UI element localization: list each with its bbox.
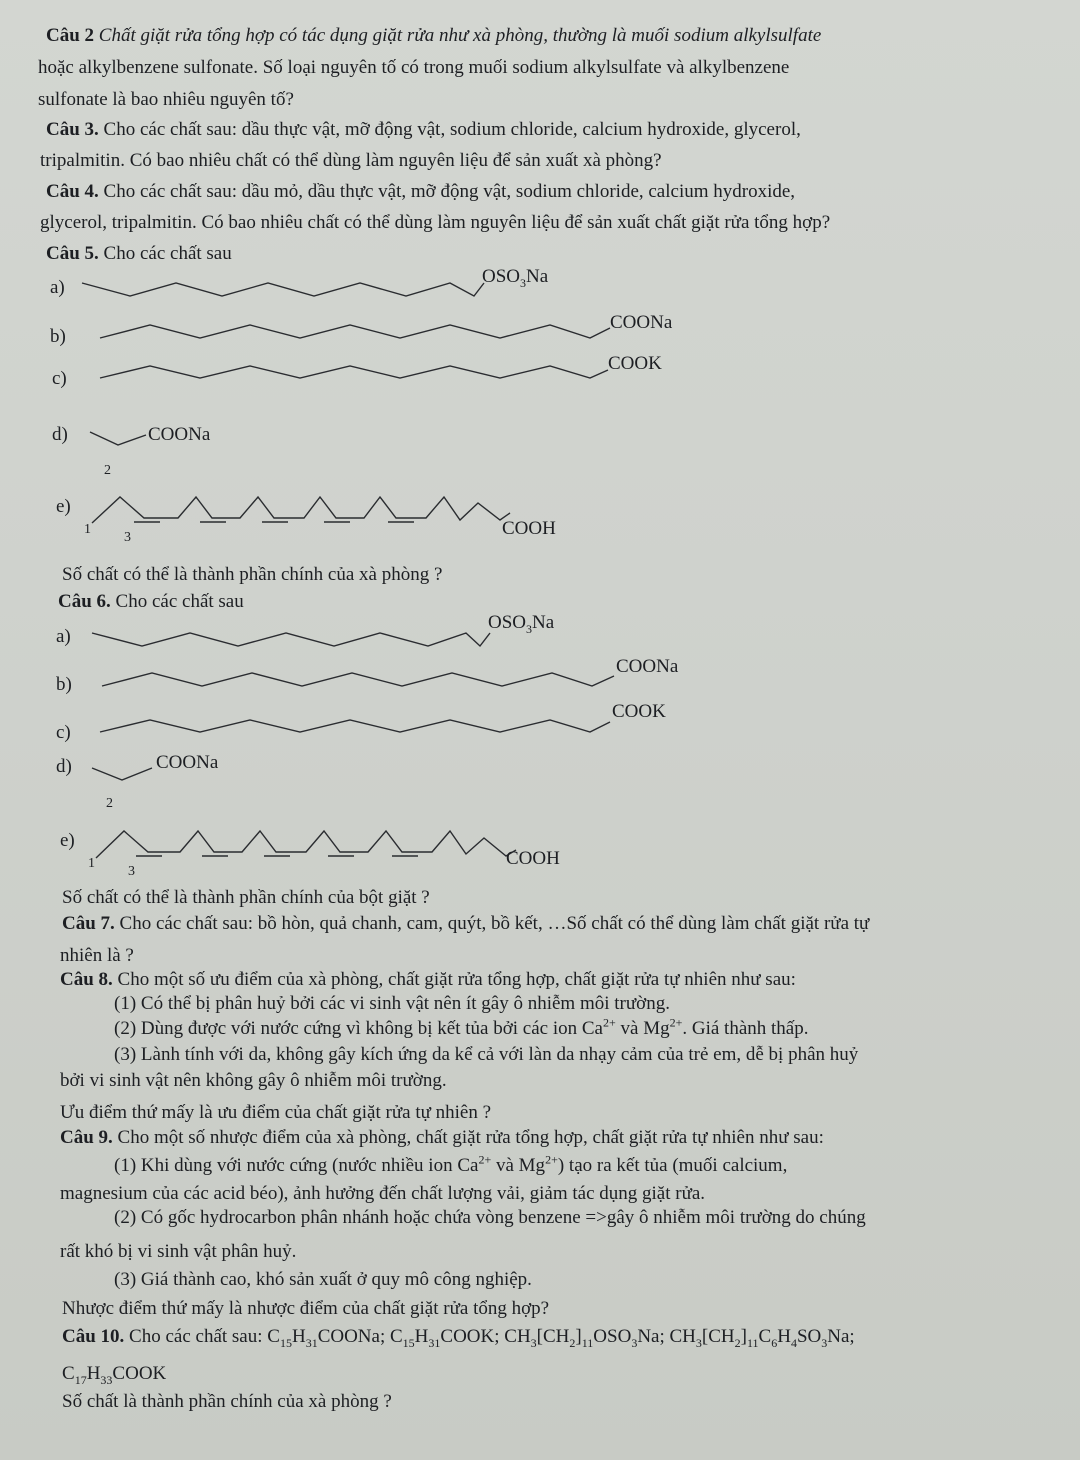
q9-line1: Câu 9. Cho một số nhược điểm của xà phòng, chất giặt rửa tổng hợp, chất giặt rửa tự nhiên như sau: xyxy=(60,1127,824,1148)
q5-d-chain xyxy=(90,432,146,445)
q5-intro: Câu 5. Cho các chất sau xyxy=(46,243,232,264)
q9-item2b: rất khó bị vi sinh vật phân huỷ. xyxy=(60,1241,297,1262)
q5-a-chain xyxy=(82,283,484,296)
q5-e-group: COOH xyxy=(502,518,556,539)
q6-e-label: e) xyxy=(60,830,75,851)
q5-a-label: a) xyxy=(50,277,65,298)
q9-item1d: magnesium của các acid béo), ảnh hưởng đến chất lượng vải, giảm tác dụng giặt rửa. xyxy=(60,1183,706,1204)
q4-line1: Câu 4. Cho các chất sau: dầu mỏ, dầu thực vật, mỡ động vật, sodium chloride, calcium hydroxide, xyxy=(46,181,796,202)
q9-item1: (1) Khi dùng với nước cứng (nước nhiều ion $Ca^{2+}$ và $Mg^{2+}$) tạo ra kết tủa (muối calcium, xyxy=(114,1152,788,1176)
q6-e-number-1: 1 xyxy=(88,856,95,871)
q6-e-number-3: 3 xyxy=(128,864,135,879)
q6-e-group: COOH xyxy=(506,848,560,869)
q8-item3b: bởi vi sinh vật nên không gây ô nhiễm môi trường. xyxy=(60,1070,447,1091)
q6-intro: Câu 6. Cho các chất sau xyxy=(58,591,244,612)
q8-item1: (1) Có thể bị phân huỷ bởi các vi sinh vật nên ít gây ô nhiễm môi trường. xyxy=(114,993,670,1014)
q10-line1: Câu 10. Cho các chất sau: $C_{15}H_{31}COONa$; $C_{15}H_{31}COOK$; $CH_3[CH_2]_{11}OSO_3Na$; $CH_3[CH_2]_{11}C_6H_4SO_3Na$; xyxy=(62,1326,855,1350)
q7-line1: Câu 7. Cho các chất sau: bồ hòn, quả chanh, cam, quýt, bồ kết, …Số chất có thể dùng làm chất giặt rửa tự xyxy=(62,913,870,934)
q2-line1: Câu 2 Chất giặt rửa tổng hợp có tác dụng giặt rửa như xà phòng, thường là muối sodium alkylsulfate xyxy=(46,25,822,46)
q8-question: Ưu điểm thứ mấy là ưu điểm của chất giặt rửa tự nhiên ? xyxy=(60,1102,492,1123)
q5-e-number-1: 1 xyxy=(84,522,91,537)
q5-c-chain xyxy=(100,366,608,378)
q6-c-group: COOK xyxy=(612,701,666,722)
q6-d-number: 2 xyxy=(106,796,113,811)
q6-b-group: COONa xyxy=(616,656,679,677)
q2-line2: hoặc alkylbenzene sulfonate. Số loại nguyên tố có trong muối sodium alkylsulfate và alkylbenzene xyxy=(38,57,790,78)
q6-b-label: b) xyxy=(56,674,72,695)
q8-line1: Câu 8. Cho một số ưu điểm của xà phòng, chất giặt rửa tổng hợp, chất giặt rửa tự nhiên như sau: xyxy=(60,969,796,990)
q6-c-label: c) xyxy=(56,722,71,743)
q9-item3: (3) Giá thành cao, khó sản xuất ở quy mô công nghiệp. xyxy=(114,1269,532,1290)
q5-e-chain xyxy=(92,497,510,523)
q6-e-chain xyxy=(96,831,516,858)
q5-a-group: $OSO_3Na$ xyxy=(482,266,549,290)
q4-line2: glycerol, tripalmitin. Có bao nhiêu chất có thể dùng làm nguyên liệu để sản xuất chất giặt rửa tổng hợp? xyxy=(40,212,831,233)
q5-b-label: b) xyxy=(50,326,66,347)
q5-e-number-3: 3 xyxy=(124,530,131,545)
q6-d-group: COONa xyxy=(156,752,219,773)
q5-e-label: e) xyxy=(56,496,71,517)
q10-question: Số chất là thành phần chính của xà phòng ? xyxy=(62,1391,392,1412)
q9-question: Nhược điểm thứ mấy là nhược điểm của chất giặt rửa tổng hợp? xyxy=(62,1298,550,1319)
q3-line2: tripalmitin. Có bao nhiêu chất có thể dùng làm nguyên liệu để sản xuất xà phòng? xyxy=(40,150,662,171)
q8-item3a: (3) Lành tính với da, không gây kích ứng da kể cả với làn da nhạy cảm của trẻ em, dễ bị phân huỷ xyxy=(114,1044,859,1065)
q10-line2: $C_{17}H_{33}COOK$ xyxy=(62,1363,167,1387)
q6-d-chain xyxy=(92,768,152,780)
q6-b-chain xyxy=(102,673,614,686)
q5-d-label: d) xyxy=(52,424,68,445)
q5-question: Số chất có thể là thành phần chính của xà phòng ? xyxy=(62,564,443,585)
q5-c-group: COOK xyxy=(608,353,662,374)
q9-item2a: (2) Có gốc hydrocarbon phân nhánh hoặc chứa vòng benzene =>gây ô nhiễm môi trường do chúng xyxy=(114,1207,866,1228)
q6-a-label: a) xyxy=(56,626,71,647)
q2-line3: sulfonate là bao nhiêu nguyên tố? xyxy=(38,89,294,110)
q5-d-number: 2 xyxy=(104,463,111,478)
q6-c-chain xyxy=(100,720,610,732)
q8-item2: (2) Dùng được với nước cứng vì không bị kết tủa bởi các ion $Ca^{2+}$ và $Mg^{2+}$. Giá thành thấp. xyxy=(114,1015,809,1039)
q6-a-group: $OSO_3Na$ xyxy=(488,612,555,636)
q6-a-chain xyxy=(92,633,490,646)
q6-question: Số chất có thể là thành phần chính của bột giặt ? xyxy=(62,887,430,908)
q5-b-chain xyxy=(100,325,610,338)
q3-line1: Câu 3. Cho các chất sau: dầu thực vật, mỡ động vật, sodium chloride, calcium hydroxide, glycerol, xyxy=(46,119,801,140)
q5-d-group: COONa xyxy=(148,424,211,445)
q5-c-label: c) xyxy=(52,368,67,389)
q6-d-label: d) xyxy=(56,756,72,777)
q7-line2: nhiên là ? xyxy=(60,945,134,966)
q5-b-group: COONa xyxy=(610,312,673,333)
